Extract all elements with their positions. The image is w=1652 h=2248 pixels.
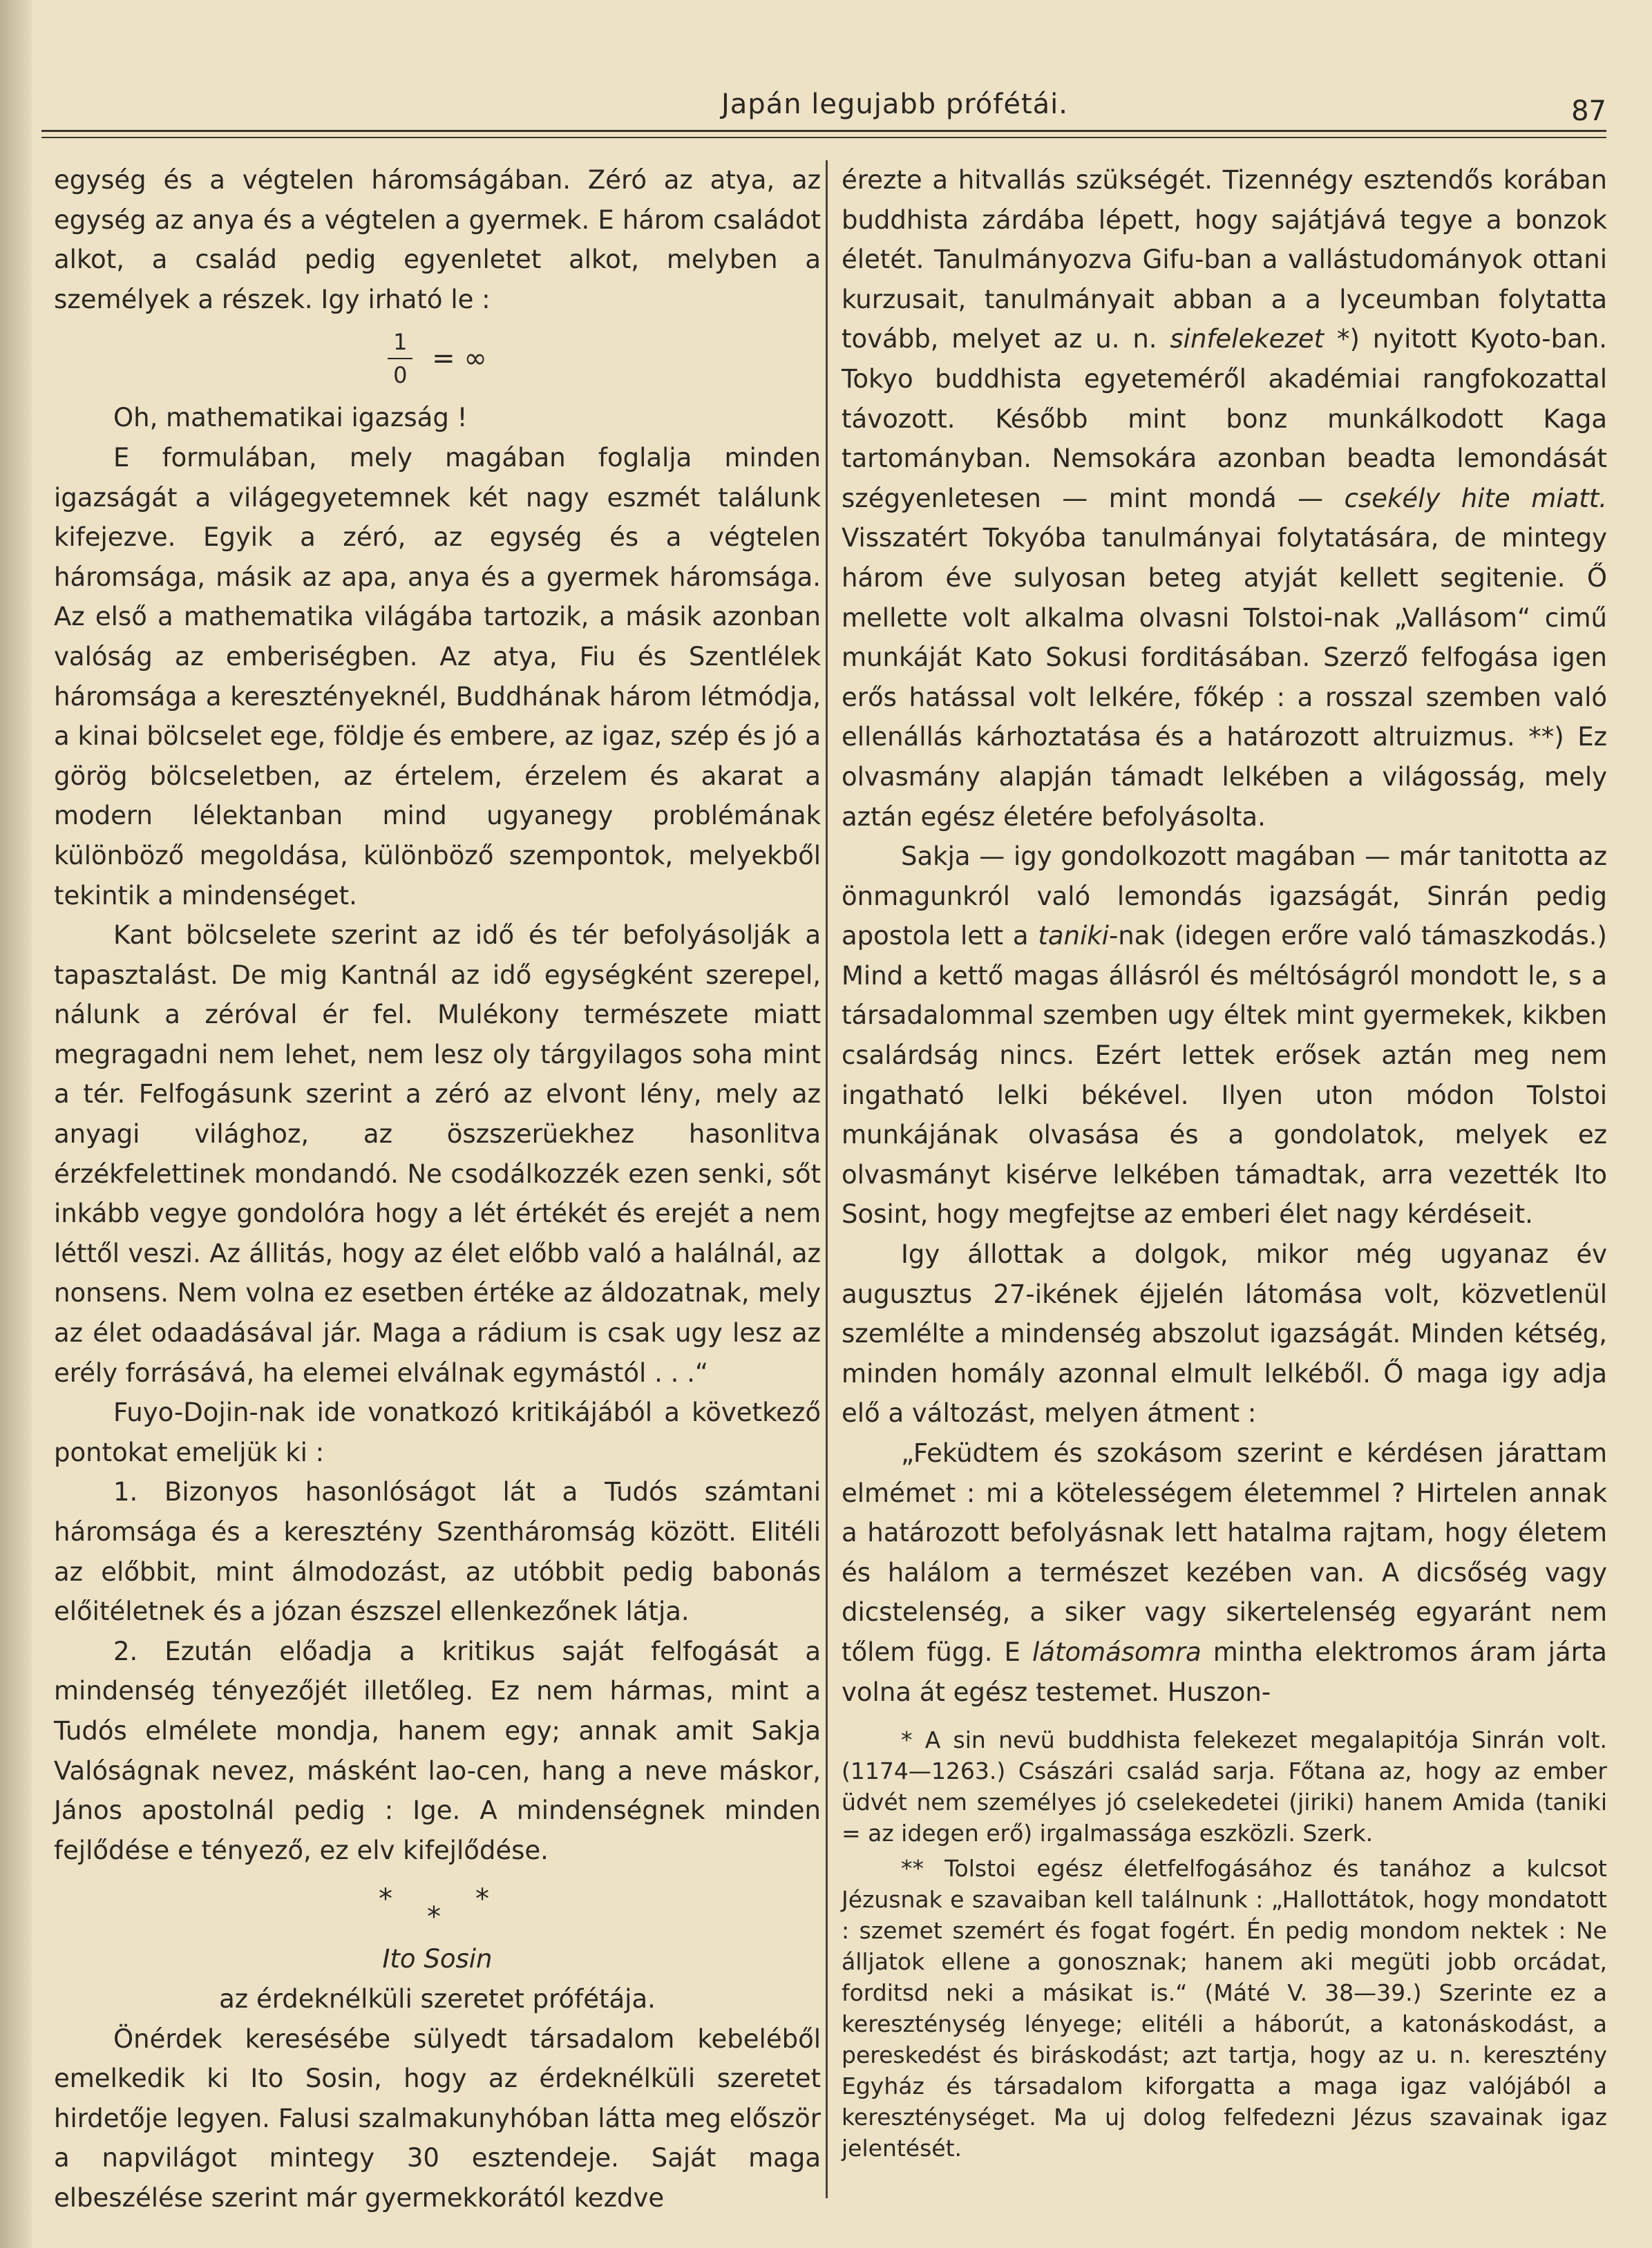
paragraph: Kant bölcselete szerint az idő és tér befolyásolják a tapasztalást. De mig Kantnál az idő egységként szerepel, nálunk a zéróval ér fel. Mulékony természete miatt megragadni nem lehet, nem lesz oly tárgyilagos soha mint a tér. Felfogásunk szerint a zéró az elvont lény, mely az anyagi világhoz, az öszszerüekhez hasonlitva érzékfelettinek mondandó. Ne csodálkozzék ezen senki, sőt inkább vegye gondolóra hogy a lét értékét és erejét a nem léttől veszi. Az állitás, hogy az élet előbb való a halálnál, az nonsens. Nem volna ez esetben értéke az áldozatnak, mely az élet odaadásával jár. Maga a rádium is csak ugy lesz az erély forrásává, ha elemei elválnak egymástól . . .“ (54, 920, 821, 1388)
header-rule-top (41, 130, 1606, 132)
footnotes (842, 1724, 1607, 2164)
page-gutter-shadow (0, 0, 32, 2248)
text-run: „Feküdtem és szokásom szerint e kérdésen járattam elmémet : mi a kötelességem életemmel ? Hirtelen annak a határozott befolyásnak lett hatalma rajtam, hogy életem és halálom a természet kezében van. A dicsőség vagy dicstelenség, a siker vagy sikertelenség egyaránt nem tőlem függ. E (842, 1438, 1607, 1667)
text-run: *) nyitott Kyoto-ban. Tokyo buddhista egyeteméről akadémiai rangfokozattal távozott. Később mint bonz munkálkodott Kaga tartományban. Nemsokára azonban beadta lemondását szégyenletesen — mint mondá — (842, 324, 1607, 513)
separator-star: * (379, 1883, 392, 1916)
paragraph (842, 837, 1607, 1235)
text-run: Sakja — igy gondolkozott magában — már tanitotta az önmagunkról való lemondás igazságát, Sinrán pedig apostola lett a (842, 841, 1607, 951)
paragraph: egység és a végtelen háromságában. Zéró az atya, az egység az anya és a végtelen a gyermek. E három családot alkot, a család pedig egyenletet alkot, melyben a személyek a részek. Igy irható le : (54, 165, 821, 314)
italic-term: sinfelekezet (1170, 324, 1325, 354)
paragraph: 1. Bizonyos hasonlóságot lát a Tudós számtani háromsága és a keresztény Szentháromság között. Elitéli az előbbit, mint álmodozást, az utóbbit pedig babonás előitéletnek és a józan észszel ellenkezőnek látja. (54, 1477, 821, 1627)
section-subtitle: az érdeknélküli szeretet prófétája. (219, 1983, 656, 2014)
header-rule-bottom (41, 137, 1606, 138)
fraction-numerator: 1 (393, 329, 408, 356)
paragraph: E formulában, mely magában foglalja minden igazságát a világegyetemnek két nagy eszmét találunk kifejezve. Egyik a zéró, az egység és a végtelen háromsága, másik az apa, anya és a gyermek háromsága. Az első a mathematika világába tartozik, a másik azonban valóság az emberiségben. Az atya, Fiu és Szentlélek háromsága a keresztényeknél, Buddhának három létmódja, a kinai bölcselet ege, földje és embere, az igaz, szép és jó a görög bölcseletben, az értelem, érzelem és akarat a modern lélektanban mind ugyanegy problémának különböző megoldása, különböző szempontok, melyekből tekintik a mindenséget. (54, 442, 821, 911)
right-column (842, 160, 1607, 2168)
paragraph: Igy állottak a dolgok, mikor még ugyanaz év augusztus 27-ikének éjjelén látomása volt, közvetlenül szemlélte a mindenség abszolut igazságát. Minden kétség, minden homály azonnal elmult lelkéből. Ő maga igy adja elő a változást, melyen átment : (842, 1239, 1607, 1429)
footnote: * A sin nevü buddhista felekezet megalapitója Sinrán volt. (1174—1263.) Császári család sarja. Főtana az, hogy az ember üdvét nem személyes jó cselekedetei (jiriki) hanem Amida (taniki = az idegen erő) irgalmassága eszközli. Szerk. (842, 1726, 1607, 1847)
fraction (388, 329, 412, 388)
paragraph (842, 1433, 1607, 1712)
text-run: érezte a hitvallás szükségét. Tizennégy esztendős korában buddhista zárdába lépett, hogy sajátjává tegye a bonzok életét. Tanulmányozva Gifu-ban a vallástudományok ottani kurzusait, tanulmányait abban a a lyceumban folytatta tovább, melyet az u. n. (842, 165, 1607, 354)
fraction-denominator: 0 (393, 362, 408, 389)
text-run: Visszatért Tokyóba tanulmányai folytatására, de mintegy három éve sulyosan beteg atyját kellett segitenie. Ő mellette volt alkalma olvasni Tolstoi-nak „Vallásom“ cimű munkáját Kato Sokusi forditásában. Szerző felfogása igen erős hatással volt lelkére, főkép : a rosszal szemben való ellenállás kárhoztatása és a határozott altruizmus. **) Ez olvasmány alapján támadt lelkében a világosság, mely aztán egész életére befolyásolta. (842, 523, 1607, 832)
paragraph: Önérdek keresésébe sülyedt társadalom kebeléből emelkedik ki Ito Sosin, hogy az érdeknélküli szeretet hirdetője legyen. Falusi szalmakunyhóban látta meg először a napvilágot mintegy 30 esztendeje. Saját maga elbeszélése szerint már gyermekkorától kezdve (54, 2023, 821, 2213)
page-header (38, 83, 1606, 131)
italic-term: taniki (1038, 921, 1109, 951)
italic-term: csekély hite miatt. (1344, 483, 1607, 513)
section-separator (54, 1870, 821, 1939)
column-divider (826, 160, 828, 2198)
paragraph (842, 160, 1607, 837)
left-column (54, 160, 821, 2218)
text-run: -nak (idegen erőre való támaszkodás.) Mind a kettő magas állásról és méltóságról mondott le, s a társadalommal szemben ugy éltek mint gyermekek, kikben csalárdság nincs. Ezért lettek erősek aztán meg nem ingatható lelki békével. Ilyen uton módon Tolstoi munkájának olvasása és a gondolatok, melyek ez olvasmányt kisérve lelkében támadtak, arra vezették Ito Sosint, hogy megfejtse az emberi élet nagy kérdéseit. (842, 921, 1607, 1230)
footnote: ** Tolstoi egész életfelfogásához és tanához a kulcsot Jézusnak e szavaiban kell találnunk : „Hallottátok, hogy mondatott : szemet szemért és fogat fogért. Én pedig mondom nektek : Ne álljatok ellene a gonosznak; hanem aki megüti jobb orcádat, forditsd neki a másikat is.“ (Máté V. 38—39.) Szerinte ez a kereszténység lényege; elitéli a háborút, a katonáskodást, a pereskedést és biráskodást; azt tartja, hogy az u. n. keresztény Egyház és társadalom kiforgatta a maga igaz valójából a kereszténységet. Ma uj dolog felfedezni Jézus szavainak igaz jelentését. (842, 1855, 1607, 2162)
section-title: Ito Sosin (382, 1944, 493, 1974)
formula (54, 319, 821, 398)
running-title: Japán legujabb prófétái. (721, 88, 1068, 120)
paragraph: Oh, mathematikai igazság ! (113, 403, 468, 433)
fraction-bar (388, 358, 412, 359)
separator-star: * (427, 1901, 441, 1934)
paragraph: Fuyo-Dojin-nak ide vonatkozó kritikájából a következő pontokat emeljük ki : (54, 1398, 821, 1467)
formula-rhs: = ∞ (432, 342, 487, 374)
page-number: 87 (1571, 95, 1606, 127)
paragraph: 2. Ezután előadja a kritikus saját felfogását a mindenség tényezőjét illetőleg. Ez nem hármas, mint a Tudós elmélete mondja, hanem egy; annak amit Sakja Valóságnak nevez, másként lao-cen, hang a neve máskor, János apostolnál pedig : Ige. A mindenségnek minden fejlődése e tényező, ez elv kifejlődése. (54, 1636, 821, 1865)
italic-term: látomásomra (1032, 1637, 1202, 1667)
separator-star: * (475, 1883, 489, 1916)
text-run: mintha elektromos áram járta volna át egész testemet. Huszon- (842, 1637, 1607, 1707)
